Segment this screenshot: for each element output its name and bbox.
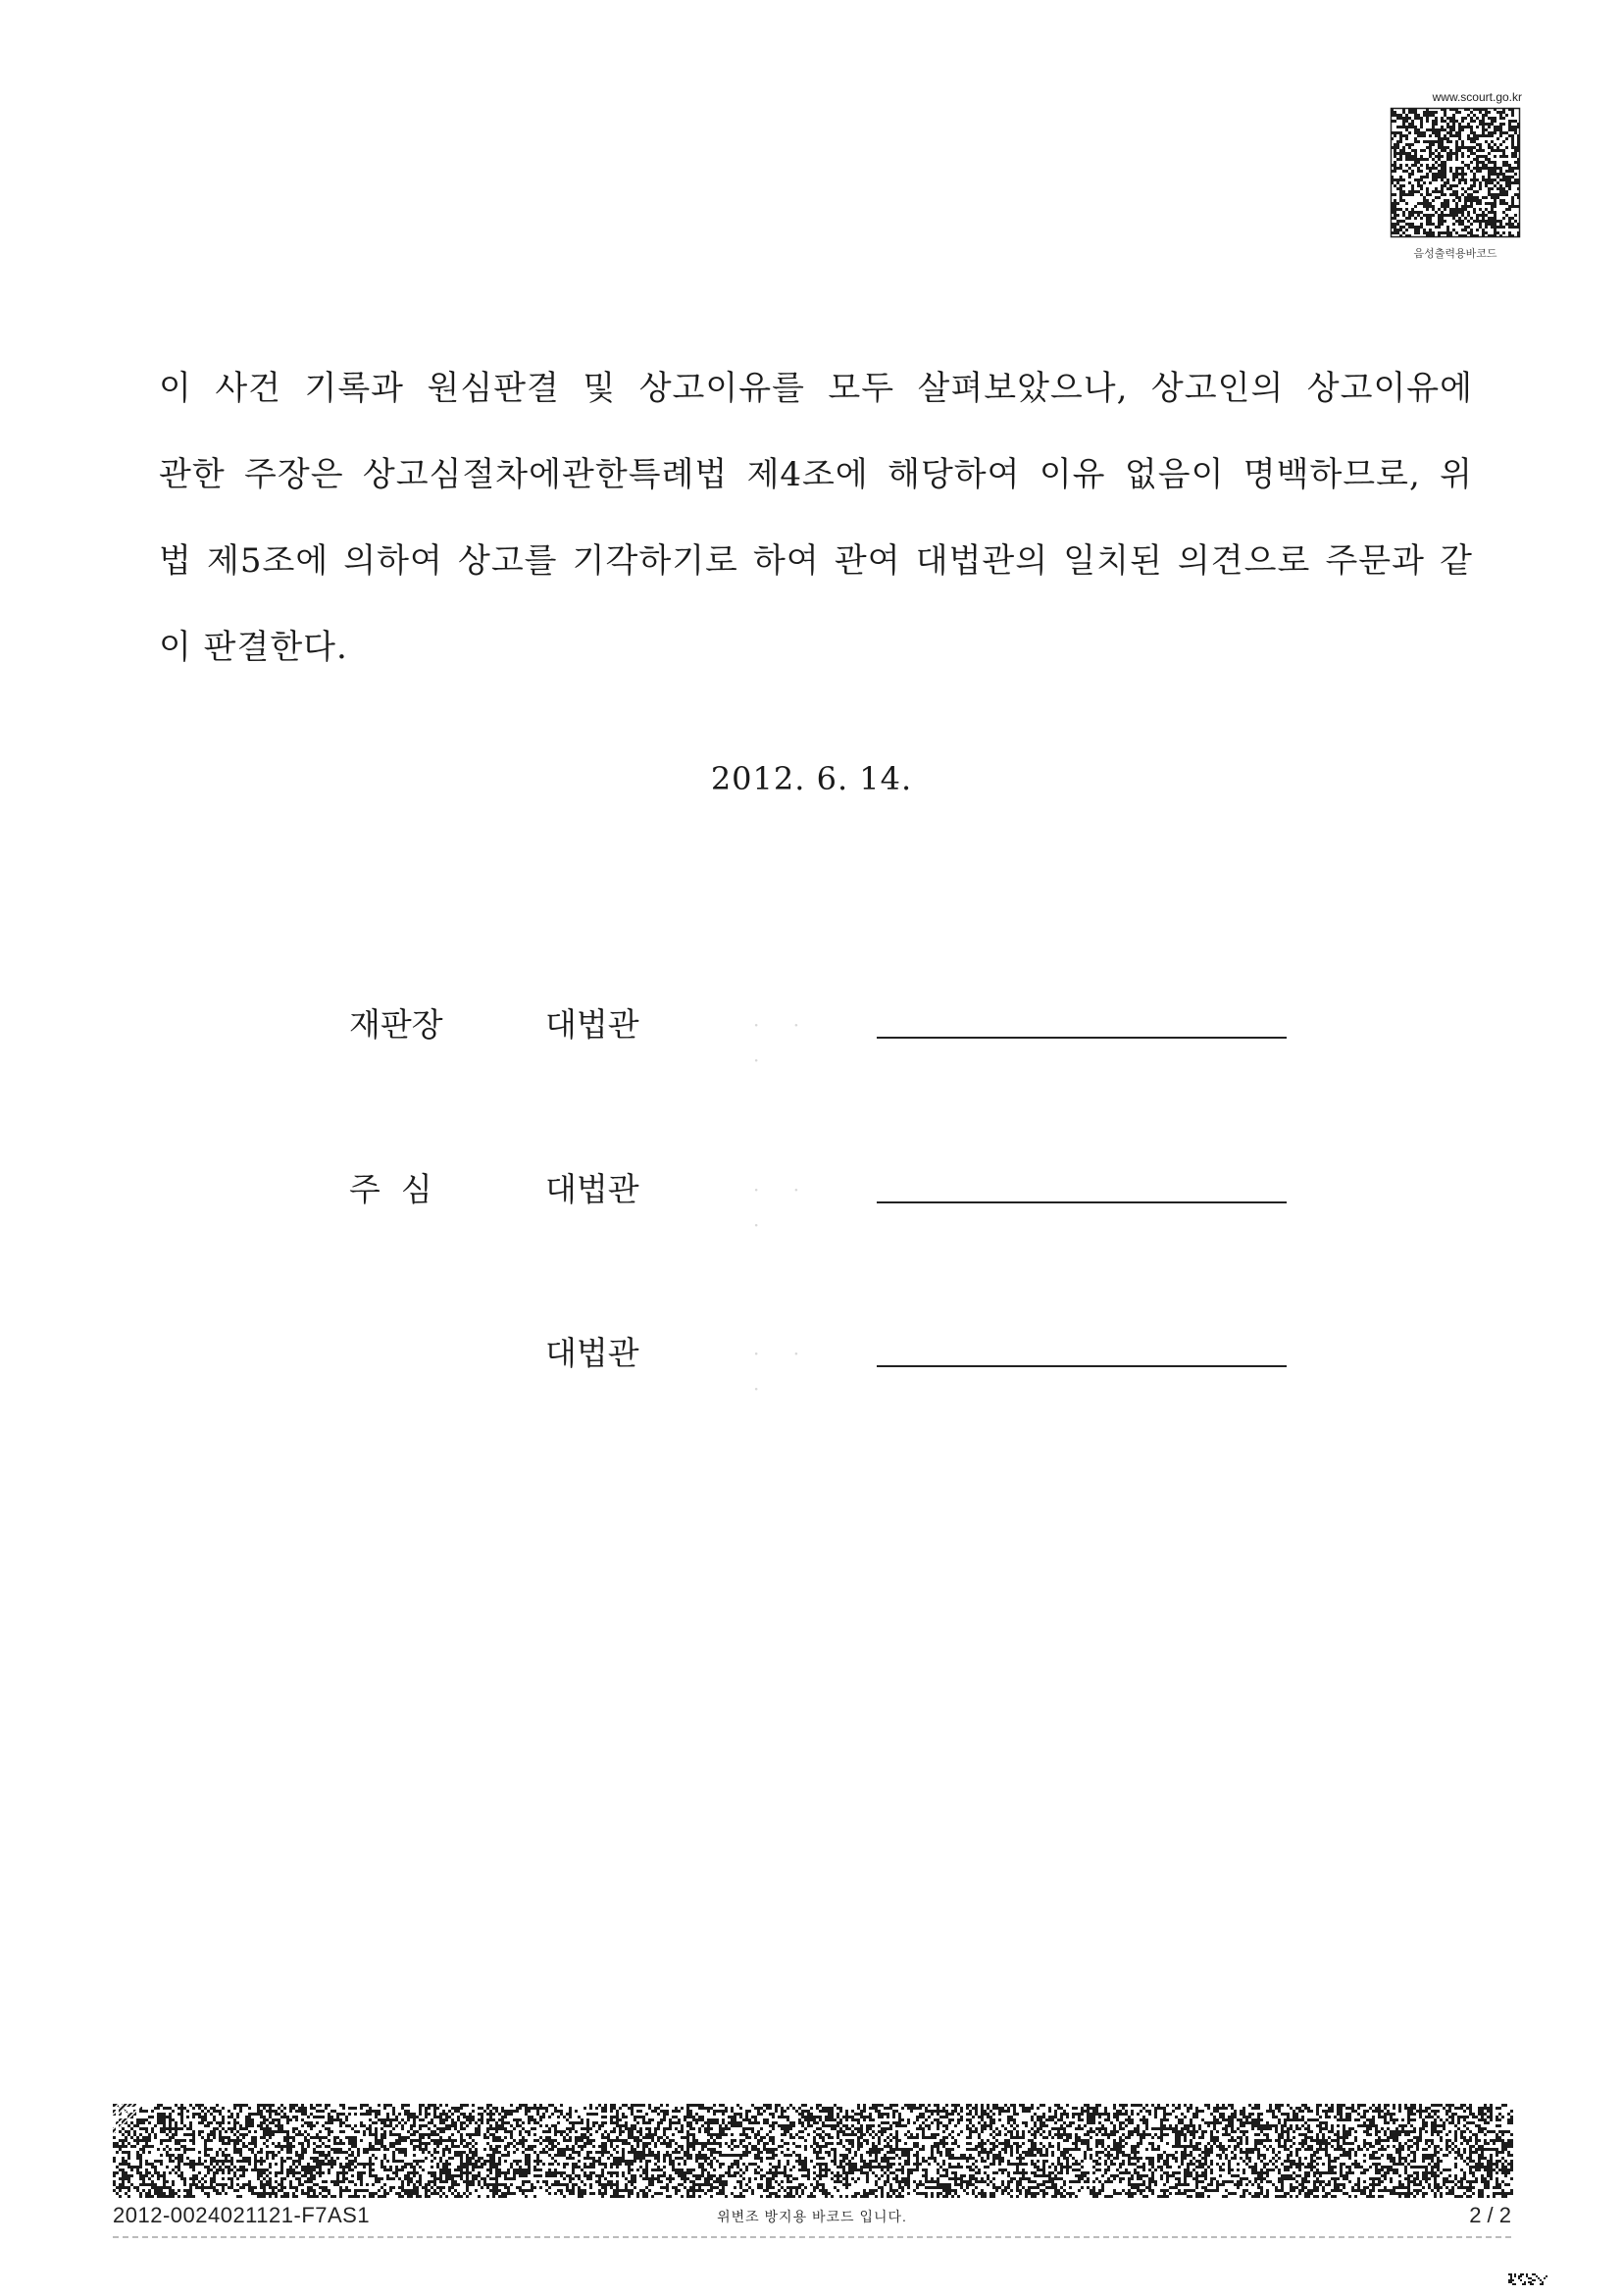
footer-divider xyxy=(113,2236,1511,2238)
signature-line xyxy=(877,1037,1287,1039)
signature-line xyxy=(877,1201,1287,1203)
anti-forgery-barcode xyxy=(113,2104,1511,2198)
court-url: www.scourt.go.kr xyxy=(1432,90,1522,104)
page-number: 2 / 2 xyxy=(1469,2203,1511,2227)
redacted-name: · · · xyxy=(753,1336,847,1371)
signature-title: 대법관 xyxy=(545,1170,639,1208)
paragraph-line: 이 사건 기록과 원심판결 및 상고이유를 모두 살펴보았으나, 상고인의 상고이유에 xyxy=(159,369,1473,408)
signature-title: 대법관 xyxy=(545,1334,639,1372)
qr-code-block xyxy=(1385,90,1522,261)
corner-mark-icon xyxy=(1508,2273,1547,2285)
redacted-name: · · · xyxy=(753,1007,847,1043)
signature-row-justice xyxy=(0,1324,1623,1401)
page-footer xyxy=(113,2203,1511,2232)
paragraph-line: 법 제5조에 의하여 상고를 기각하기로 하여 관여 대법관의 일치된 의견으로 주문과 같 xyxy=(159,541,1473,581)
qr-caption: 음성출력용바코드 xyxy=(1413,248,1497,260)
redacted-name: · · · xyxy=(753,1172,847,1207)
judgment-paragraph xyxy=(159,345,1473,690)
signature-row-lead xyxy=(0,1160,1623,1237)
signature-row-presiding xyxy=(0,995,1623,1072)
qr-code-image xyxy=(1391,108,1520,237)
barcode-note: 위변조 방지용 바코드 입니다. xyxy=(717,2209,907,2224)
signature-role: 재판장 xyxy=(349,1005,443,1044)
paragraph-line: 관한 주장은 상고심절차에관한특례법 제4조에 해당하여 이유 없음이 명백하므로, 위 xyxy=(159,455,1473,494)
judgment-date: 2012. 6. 14. xyxy=(710,760,913,797)
document-code: 2012-0024021121-F7AS1 xyxy=(113,2203,371,2227)
paragraph-line: 이 판결한다. xyxy=(159,628,348,667)
signature-role: 주 심 xyxy=(349,1170,432,1208)
signature-line xyxy=(877,1365,1287,1367)
signature-title: 대법관 xyxy=(545,1005,639,1044)
